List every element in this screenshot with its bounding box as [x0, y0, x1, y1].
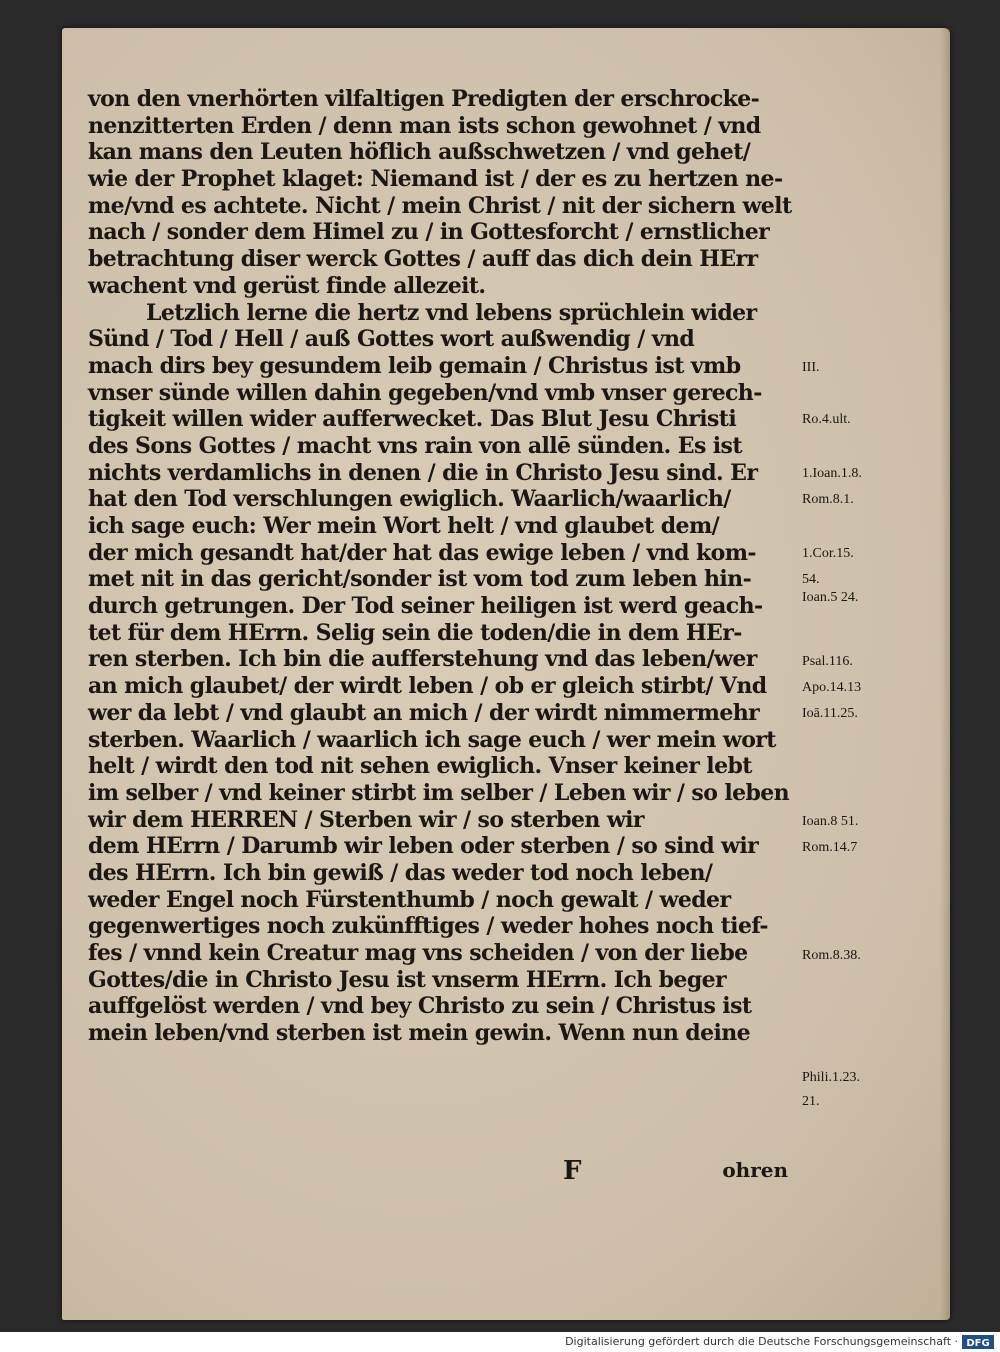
margin-note: Phili.1.23. — [802, 1070, 860, 1085]
margin-note: Rom.8.1. — [802, 492, 854, 507]
book-page — [62, 28, 950, 1320]
text-line: vnser sünde willen dahin gegeben/vnd vmb vnser gerech- — [88, 379, 762, 406]
margin-note: 1.Ioan.1.8. — [802, 466, 862, 481]
margin-note: Ioan.8 51. — [802, 814, 859, 829]
text-line: met nit in das gericht/sonder ist vom tod zum leben hin- — [88, 566, 752, 593]
text-line: nichts verdamlichs in denen / die in Christo Jesu sind. Er — [88, 459, 758, 486]
text-line: gegenwertiges noch zukünfftiges / weder hohes noch tief- — [88, 913, 768, 940]
funding-credit: Digitalisierung gefördert durch die Deutsche Forschungsgemeinschaft · — [565, 1335, 958, 1348]
dfg-logo-text: DFG — [966, 1338, 990, 1349]
text-line: wachent vnd gerüst finde allezeit. — [88, 272, 486, 299]
text-line: weder Engel noch Fürstenthumb / noch gewalt / weder — [88, 886, 731, 913]
signature-mark: F — [563, 1156, 582, 1186]
text-line: auffgelöst werden / vnd bey Christo zu sein / Christus ist — [88, 993, 752, 1020]
text-line: fes / vnnd kein Creatur mag vns scheiden / von der liebe — [88, 940, 748, 966]
text-line: tigkeit willen wider aufferwecket. Das Blut Jesu Christi — [88, 406, 737, 433]
text-line: dem HErrn / Darumb wir leben oder sterben / so sind wir — [88, 833, 759, 860]
margin-note: Ioan.5 24. — [802, 590, 859, 605]
text-line: Gottes/die in Christo Jesu ist vnserm HErrn. Ich beger — [88, 966, 726, 993]
text-line: mein leben/vnd sterben ist mein gewin. Wenn nun deine — [88, 1020, 751, 1047]
text-line: sterben. Waarlich / waarlich ich sage euch / wer mein wort — [88, 726, 776, 753]
margin-note: Rom.14.7 — [802, 840, 858, 855]
margin-note: 54. — [802, 572, 820, 587]
attribution-bar — [0, 1332, 1000, 1352]
page-foot — [88, 1156, 788, 1190]
text-line: tet für dem HErrn. Selig sein die toden/die in dem HEr- — [88, 619, 742, 646]
paragraph-start-line: Letzlich lerne die hertz vnd lebens sprüchlein wider — [146, 299, 757, 326]
text-line: von den vnerhörten vilfaltigen Predigten der erschrocke- — [88, 86, 760, 112]
text-line: nach / sonder dem Himel zu / in Gottesforcht / ernstlicher — [88, 219, 770, 246]
margin-note: Psal.116. — [802, 654, 853, 669]
text-line: hat den Tod verschlungen ewiglich. Waarlich/waarlich/ — [88, 486, 731, 513]
catchword: ohren — [722, 1158, 788, 1182]
margin-note: III. — [802, 360, 820, 375]
text-line: wie der Prophet klaget: Niemand ist / der es zu hertzen ne- — [88, 166, 783, 193]
text-line: des HErrn. Ich bin gewiß / das weder tod noch leben/ — [88, 859, 713, 886]
text-line: an mich glaubet/ der wirdt leben / ob er gleich stirbt/ Vnd — [88, 673, 767, 700]
text-line: ich sage euch: Wer mein Wort helt / vnd glaubet dem/ — [88, 513, 720, 539]
body-text — [88, 86, 792, 1047]
margin-note: Ro.4.ult. — [802, 412, 851, 427]
text-line: wir dem HERREN / Sterben wir / so sterben wir — [88, 806, 644, 833]
margin-references — [802, 328, 912, 1148]
margin-note: 21. — [802, 1094, 820, 1109]
text-line: wer da lebt / vnd glaubt an mich / der wirdt nimmermehr — [88, 699, 760, 726]
text-line: im selber / vnd keiner stirbt im selber / Leben wir / so leben — [88, 779, 790, 806]
text-line: nenzitterten Erden / denn man ists schon gewohnet / vnd — [88, 112, 761, 139]
text-line: helt / wirdt den tod nit sehen ewiglich. Vnser keiner lebt — [88, 753, 752, 780]
text-line: der mich gesandt hat/der hat das ewige leben / vnd kom- — [88, 539, 756, 566]
text-line: des Sons Gottes / macht vns rain von allē sünden. Es ist — [88, 432, 742, 459]
text-line: mach dirs bey gesundem leib gemain / Christus ist vmb — [88, 352, 741, 379]
text-line: betrachtung diser werck Gottes / auff das dich dein HErr — [88, 246, 758, 273]
text-line: durch getrungen. Der Tod seiner heiligen ist werd geach- — [88, 593, 763, 620]
dfg-logo-icon — [962, 1335, 994, 1349]
text-line: me/vnd es achtete. Nicht / mein Christ / nit der sichern welt — [88, 192, 792, 219]
margin-note: Ioā.11.25. — [802, 706, 858, 721]
margin-note: 1.Cor.15. — [802, 546, 854, 561]
text-line: ren sterben. Ich bin die aufferstehung vnd das leben/wer — [88, 646, 757, 673]
text-line: kan mans den Leuten höflich außschwetzen / vnd gehet/ — [88, 139, 751, 166]
margin-note: Apo.14.13 — [802, 680, 862, 695]
text-line: Sünd / Tod / Hell / auß Gottes wort außwendig / vnd — [88, 326, 695, 353]
page-edge-shadow — [940, 28, 950, 1320]
margin-note: Rom.8.38. — [802, 948, 861, 963]
